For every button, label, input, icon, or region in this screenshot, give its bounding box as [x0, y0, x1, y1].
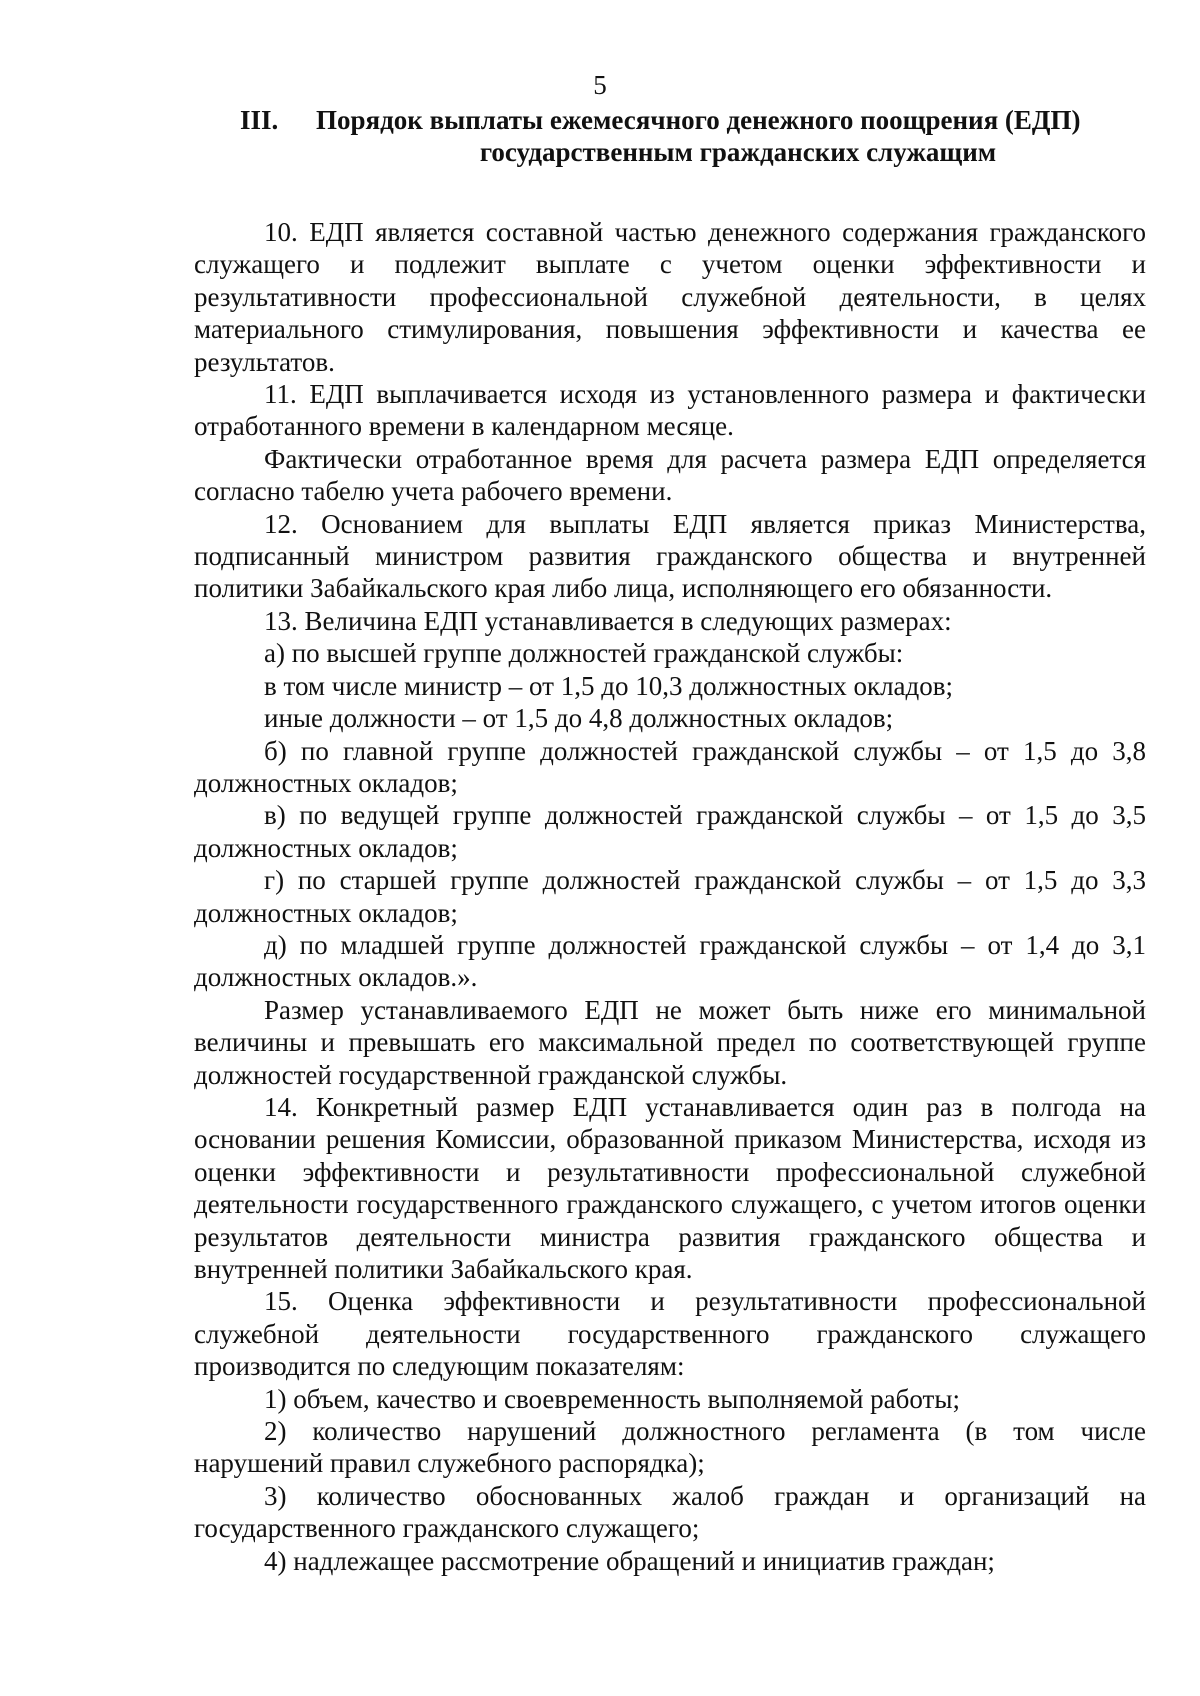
indicator-4: 4) надлежащее рассмотрение обращений и инициатив граждан; — [264, 1545, 995, 1576]
indicator-1: 1) объем, качество и своевременность выполняемой работы; — [264, 1383, 960, 1414]
paragraph-14: 14. Конкретный размер ЕДП устанавливается один раз в полгода на основании решения Комиссии, образованной приказом Министерства, исходя из оценки эффективности и результативности профессиональной служебной деятельности государственного гражданского служащего, с учетом итогов оценки результатов деятельности министра развития гражданского общества и внутренней политики Забайкальского края. — [194, 1091, 1146, 1284]
paragraph-time: Фактически отработанное время для расчета размера ЕДП определяется согласно табелю учета рабочего времени. — [194, 443, 1146, 507]
section-heading — [240, 104, 1140, 168]
paragraph-10: 10. ЕДП является составной частью денежного содержания гражданского служащего и подлежит выплате с учетом оценки эффективности и результативности профессиональной служебной деятельности, в целях материального стимулирования, повышения эффективности и качества ее результатов. — [194, 217, 1146, 377]
page-number: 5 — [593, 70, 607, 100]
paragraph-12: 12. Основанием для выплаты ЕДП является приказ Министерства, подписанный министром развития гражданского общества и внутренней политики Забайкальского края либо лица, исполняющего его обязанности. — [194, 508, 1146, 604]
document-body — [194, 216, 1146, 1577]
list-item-g: г) по старшей группе должностей гражданской службы – от 1,5 до 3,3 должностных окладов; — [194, 865, 1146, 928]
list-item-v: в) по ведущей группе должностей гражданской службы – от 1,5 до 3,5 должностных окладов; — [194, 800, 1146, 863]
paragraph-11: 11. ЕДП выплачивается исходя из установленного размера и фактически отработанного времени в календарном месяце. — [194, 379, 1146, 442]
indicator-2: 2) количество нарушений должностного регламента (в том числе нарушений правил служебного распорядка); — [194, 1416, 1146, 1479]
list-item-d: д) по младшей группе должностей гражданской службы – от 1,4 до 3,1 должностных окладов.». — [194, 929, 1146, 993]
list-item-a: а) по высшей группе должностей гражданской службы: — [264, 638, 904, 669]
paragraph-15: 15. Оценка эффективности и результативности профессиональной служебной деятельности государственного гражданского служащего производится по следующим показателям: — [194, 1286, 1146, 1382]
list-item-other: иные должности – от 1,5 до 4,8 должностных окладов; — [264, 703, 894, 734]
paragraph-size-limit: Размер устанавливаемого ЕДП не может быть ниже его минимальной величины и превышать его максимальной предел по соответствующей группе должностей государственной гражданской службы. — [194, 994, 1146, 1090]
indicator-3: 3) количество обоснованных жалоб граждан и организаций на государственного гражданского служащего; — [194, 1480, 1146, 1544]
list-item-minister: в том числе министр – от 1,5 до 10,3 должностных окладов; — [264, 670, 954, 701]
section-title: Порядок выплаты ежемесячного денежного поощрения (ЕДП) — [316, 105, 1081, 135]
section-subtitle: государственным гражданских служащим — [479, 137, 997, 167]
paragraph-13: 13. Величина ЕДП устанавливается в следующих размерах: — [264, 605, 952, 636]
section-heading-line-1 — [240, 104, 1140, 136]
section-numeral: III. — [240, 105, 279, 135]
list-item-b: б) по главной группе должностей гражданской службы – от 1,5 до 3,8 должностных окладов; — [194, 735, 1146, 798]
